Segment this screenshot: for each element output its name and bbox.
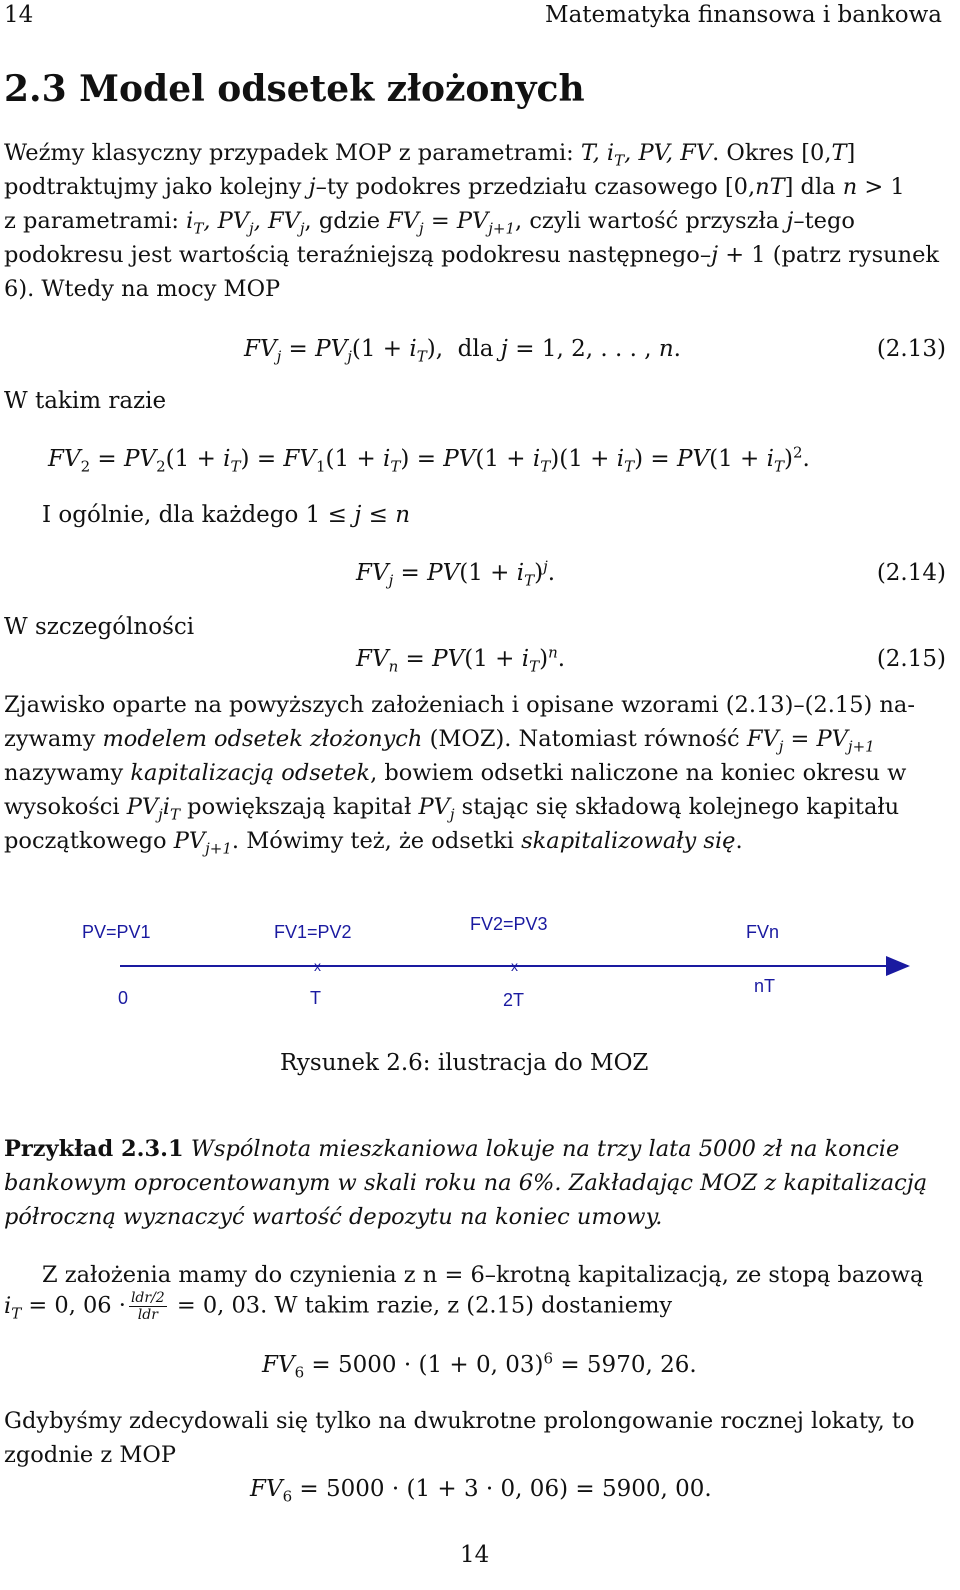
solution-line-1: Z założenia mamy do czynienia z n = 6–krotną kapitalizacją, ze stopą bazową [42, 1262, 924, 1288]
example-line-2: bankowym oprocentowanym w skali roku na 6%. Zakładając MOZ z kapitalizacją [4, 1170, 928, 1196]
intro-line-4: podokresu jest wartością teraźniejszą podokresu następnego–j + 1 (patrz rysunek [4, 242, 940, 268]
intro-line-5: 6). Wtedy na mocy MOP [4, 276, 281, 302]
equation-2-13: $FV_j = PV_j(1 + i_T)$, dla j = 1, 2, . . . , n. [244, 336, 681, 366]
timeline-label-fv1: FV1=PV2 [274, 922, 352, 942]
timeline-figure [0, 900, 960, 1030]
equation-fv6-moz: $FV_6 = 5000 \cdot (1 + 0$, 03)$^6$ = 5970, 26. [262, 1349, 697, 1382]
intro-line-3: z parametrami: $i_T$, $PV_j$, $FV_j$, gdzie $FV_j = PV_{j+1}$, czyli wartość przyszła j–tego [4, 208, 855, 238]
equation-2-15: $FV_n = PV(1 + i_T)^n$. [356, 643, 566, 676]
moz-line-4: wysokości $PV_ji_T$ powiększają kapitał $PV_j$ stając się składową kolejnego kapitału [4, 794, 900, 824]
figure-caption: Rysunek 2.6: ilustracja do MOZ [280, 1050, 649, 1076]
moz-line-5: początkowego $PV_{j+1}$. Mówimy też, że odsetki skapitalizowały się. [4, 828, 743, 858]
running-title: Matematyka finansowa i bankowa [545, 2, 942, 28]
intro-line-2: podtraktujmy jako kolejny j–ty podokres przedziału czasowego [0,nT] dla n > 1 [4, 174, 905, 200]
solution-line-2: $i_T = 0$, 06 · $\frac{\text{ldr/2}}{\text{ldr}}$ = 0, 03. W takim razie, z (2.15) dostaniemy [4, 1290, 673, 1323]
page-number-bottom: 14 [460, 1542, 490, 1568]
timeline-tick-t: T [310, 988, 321, 1008]
label-w-szczegolnosci: W szczególności [4, 614, 195, 640]
moz-line-2: zywamy modelem odsetek złożonych (MOZ). Natomiast równość $FV_j = PV_{j+1}$ [4, 726, 875, 756]
equation-fv2-derivation: $FV_2 = PV_2(1 + i_T) = FV_1(1 + i_T) = PV(1 + i_T)(1 + i_T) = PV(1 + i_T)^2$. [48, 443, 810, 476]
tick-mark-t: x [314, 958, 321, 974]
example-line-3: półroczną wyznaczyć wartość depozytu na koniec umowy. [4, 1204, 663, 1230]
label-i-ogolnie: I ogólnie, dla każdego 1 ≤ j ≤ n [42, 502, 411, 528]
timeline-label-fv2: FV2=PV3 [470, 914, 548, 934]
solution-line-3: Gdybyśmy zdecydowali się tylko na dwukrotne prolongowanie rocznej lokaty, to [4, 1408, 915, 1434]
equation-number-2-15: (2.15) [876, 646, 946, 672]
example-label: Przykład 2.3.1 [4, 1136, 184, 1162]
timeline-label-fvn: FVn [746, 922, 780, 942]
equation-fv6-mop: $FV_6 = 5000 \cdot (1 + 3 \cdot 0$, 06) = 5900, 00. [250, 1476, 712, 1506]
page-number-top: 14 [4, 2, 34, 28]
timeline-tick-nt: nT [754, 976, 776, 996]
equation-number-2-14: (2.14) [876, 560, 946, 586]
section-title: 2.3 Model odsetek złożonych [4, 68, 585, 110]
equation-number-2-13: (2.13) [876, 336, 946, 362]
timeline-tick-0: 0 [118, 988, 129, 1008]
example-line-1: Przykład 2.3.1 Wspólnota mieszkaniowa lokuje na trzy lata 5000 zł na koncie [4, 1136, 900, 1162]
label-w-takim-razie: W takim razie [4, 388, 167, 414]
timeline-tick-2t: 2T [503, 990, 525, 1010]
equation-2-14: $FV_j = PV(1 + i_T)^j$. [356, 557, 556, 590]
fraction-ldr: $\frac{\text{ldr/2}}{\text{ldr}}$ [130, 1290, 165, 1323]
tick-mark-2t: x [511, 958, 518, 974]
solution-line-4: zgodnie z MOP [4, 1442, 176, 1468]
moz-line-1: Zjawisko oparte na powyższych założeniach i opisane wzorami (2.13)–(2.15) na- [4, 692, 915, 718]
intro-line-1: Weźmy klasyczny przypadek MOP z parametrami: T, $i_T$, PV, FV. Okres [0,T] [4, 140, 856, 170]
timeline-label-pv: PV=PV1 [82, 922, 151, 942]
moz-line-3: nazywamy kapitalizacją odsetek, bowiem odsetki naliczone na koniec okresu w [4, 760, 907, 786]
